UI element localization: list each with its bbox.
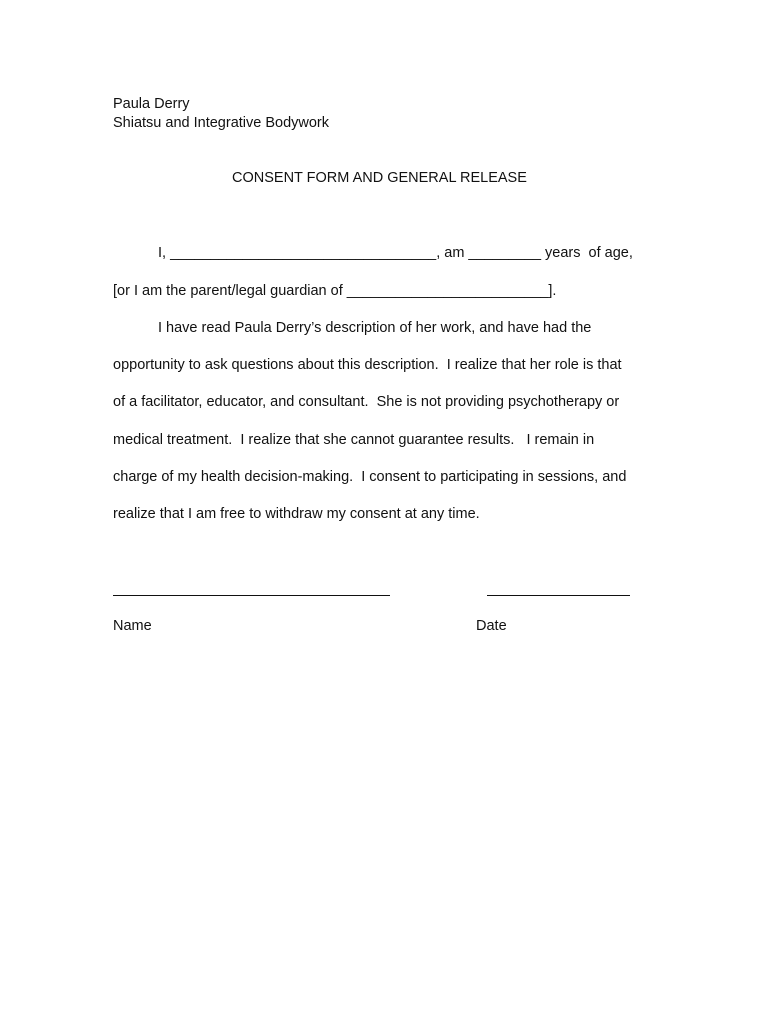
document-title: CONSENT FORM AND GENERAL RELEASE (232, 170, 527, 186)
paragraph-line: of a facilitator, educator, and consultant. She is not providing psychotherapy or (113, 394, 620, 410)
name-label: Name (113, 618, 152, 634)
guardian-line: [or I am the parent/legal guardian of _________________________]. (113, 283, 557, 299)
paragraph-line: I have read Paula Derry’s description of her work, and have had the (158, 320, 592, 336)
paragraph-line: opportunity to ask questions about this description. I realize that her role is that (113, 357, 622, 373)
practice-name: Shiatsu and Integrative Bodywork (113, 115, 330, 131)
date-signature-line (487, 595, 630, 596)
paragraph-line: realize that I am free to withdraw my consent at any time. (113, 506, 480, 522)
date-label: Date (476, 618, 507, 634)
paragraph-line: charge of my health decision-making. I consent to participating in sessions, and (113, 469, 627, 485)
name-age-line: I, _________________________________, am _________ years of age, (158, 245, 633, 261)
author-name: Paula Derry (113, 96, 190, 112)
name-signature-line (113, 595, 390, 596)
paragraph-line: medical treatment. I realize that she cannot guarantee results. I remain in (113, 432, 595, 448)
